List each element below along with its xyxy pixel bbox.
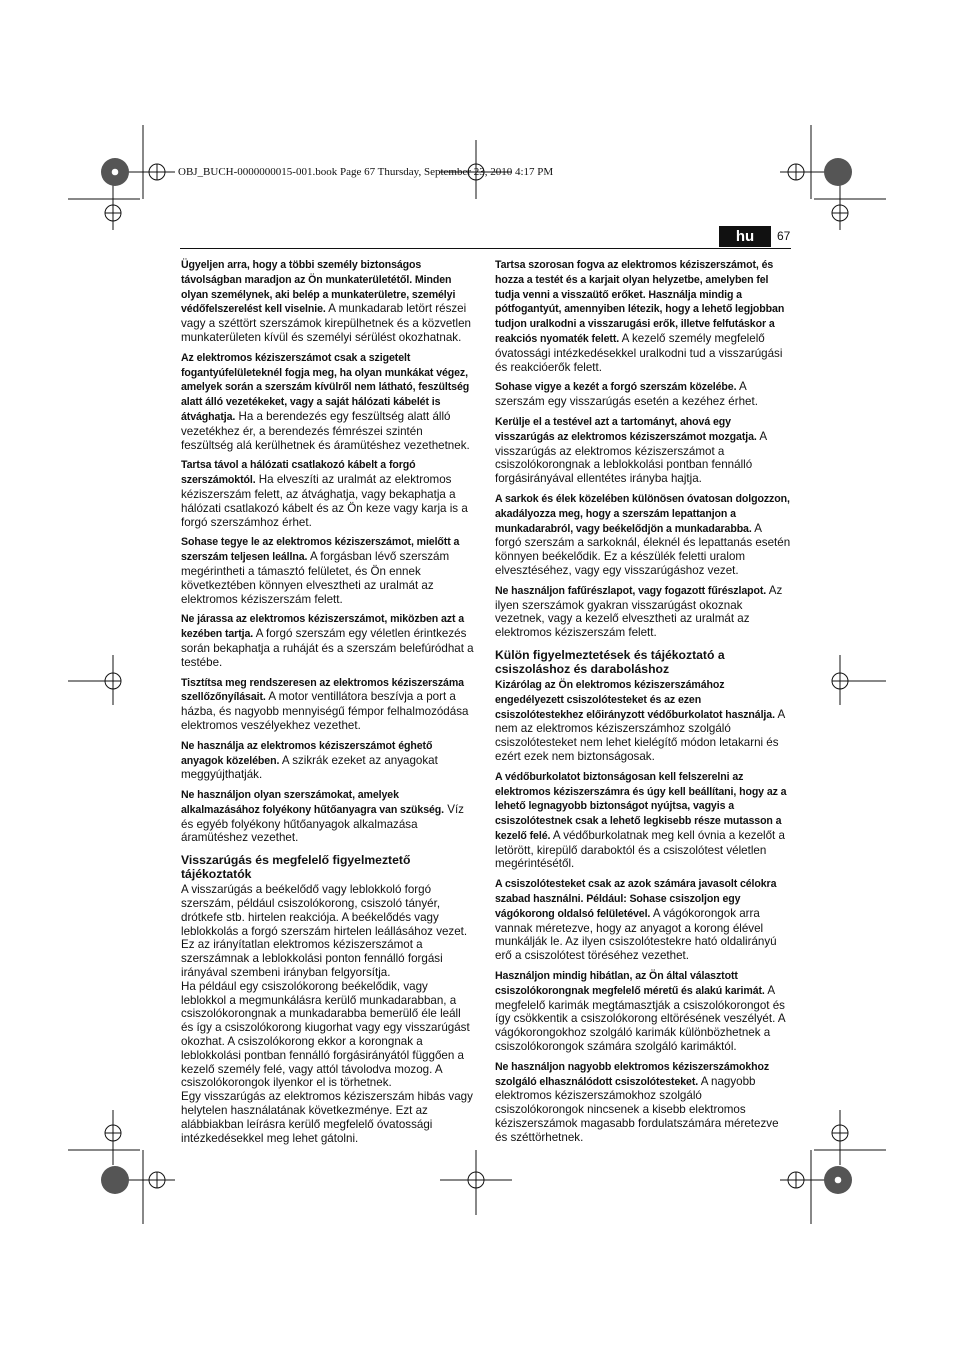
paragraph: Ne járassa az elektromos kéziszerszámot, miközben azt a kezében tartja. A forgó szerszám egy véletlen érintkezés során bekaphatja a ruháját és a szerszám belefúródhat a testébe.: [181, 613, 474, 669]
paragraph: Tartsa szorosan fogva az elektromos kéziszerszámot, és hozza a testét és a karjait olyan helyzetbe, amelyben fel tudja venni a visszaütő erőket. Használja mindig a pótfogantyút, amennyiben létezik, hogy a lehető legjobban tudjon uralkodni a visszarugási erők, illetve felfutáskor a reakciós nyomaték felett. A kezelő személy megfelelő óvatossági intézkedésekkel uralkodni tud a visszarúgási és reakcióerők felett.: [495, 259, 785, 374]
section-heading: Külön figyelmeztetések és tájékoztató a csiszoláshoz és daraboláshoz: [495, 647, 725, 676]
paragraph: Sohase vigye a kezét a forgó szerszám közelébe. A szerszám egy visszarúgás esetén a kezéhez érhet.: [495, 380, 758, 409]
page-number: 67: [777, 229, 791, 243]
paragraph: Ha például egy csiszolókorong beékelődik, vagy leblokkol a megmunkálásra kerülő munkadarabban, a csiszolókorongnak a munkadarabba bemerülő éle leáll és így a csiszolókorong kiugorhat vagy egy visszarúgást okozhat. A csiszolókorong ekkor a korongnak a leblokkolási pontban fennálló forgásirányától függően a kezelő személy felé, vagy attól távolodva mozog. A csiszolókorongok ilyenkor el is törhetnek.: [181, 979, 470, 1090]
print-slug: OBJ_BUCH-0000000015-001.book Page 67 Thursday, September 23, 2010 4:17 PM: [178, 166, 554, 178]
paragraph: Tartsa távol a hálózati csatlakozó kábelt a forgó szerszámoktól. Ha elveszíti az uralmát az elektromos kéziszerszám felett, az átvághatja, vagy bekaphatja a hálózati csatlakozó kábelt és az Ön keze vagy karja is a forgó szerszámhoz érhet.: [181, 459, 468, 529]
paragraph: Ne használjon nagyobb elektromos kéziszerszámokhoz szolgáló elhasználódott csiszolótesteket. A nagyobb elektromos kéziszerszámokhoz szolgáló csiszolókorongok nincsenek a kisebb elektromos kéziszerszámok magasabb fordulatszámára méretezve és széttörhetnek.: [495, 1060, 779, 1144]
paragraph: Használjon mindig hibátlan, az Ön által választott csiszolókorongnak megfelelő méretű és alakú karimát. A megfelelő karimák megtámasztják a csiszolókorongot és így csökkentik a csiszolókorong eltörésének veszélyét. A vágókorongokhoz szolgáló karimák különbözhetnek a csiszolókorongok számára szolgáló karimáktól.: [495, 970, 785, 1054]
paragraph: Sohase tegye le az elektromos kéziszerszámot, mielőtt a szerszám teljesen leállna. A forgásban lévő szerszám megérintheti a támasztó felületet, és Ön ennek következtében könnyen elvesztheti az uralmát az elektromos kéziszerszám felett.: [181, 536, 460, 606]
language-tab: hu: [719, 226, 771, 247]
header-rule: [180, 248, 791, 249]
paragraph: Tisztítsa meg rendszeresen az elektromos kéziszerszáma szellőzőnyílásait. A motor ventillátora beszívja a port a házba, és nagyobb mennyiségű fémpor felhalmozódása elektromos veszélyekhez vezethet.: [181, 676, 469, 732]
paragraph: Kizárólag az Ön elektromos kéziszerszámához engedélyezett csiszolótesteket és az ezen csiszolótestekhez előirányzott védőburkolatot használja. A nem az elektromos kéziszerszámhoz szolgáló csiszolótesteket nem lehet kielégítő módon letakarni és ezért ezek nem biztonságosak.: [495, 678, 785, 763]
paragraph: Ne használjon fafűrészlapot, vagy fogazott fűrészlapot. Az ilyen szerszámok gyakran visszarúgást okoznak vezetnek, vagy a kezelő elvesztheti az uralmát az elektromos kéziszerszám felett.: [495, 583, 783, 640]
paragraph: A sarkok és élek közelében különösen óvatosan dolgozzon, akadályozza meg, hogy a szerszám lepattanjon a munkadarabról, vagy beékelődjön a munkadarabba. A forgó szerszám a sarkoknál, éleknél és lepattanás esetén könnyen beékelődik. Ez a készülék feletti uralom elvesztéséhez, vagy egy visszarúgáshoz vezet.: [495, 492, 791, 577]
paragraph: A visszarúgás a beékelődő vagy leblokkoló forgó szerszám, például csiszolókorong, csiszoló tányér, drótkefe stb. hirtelen reakciója. A beékelődés vagy leblokkolás a forgó szerszám hirtelen leállásához vezet. Ez az irányítatlan elektromos kéziszerszámot a szerszámnak a leblokkolási ponton fennálló forgási irányával szembeni irányban felgyorsítja.: [181, 883, 468, 980]
section-heading: Visszarúgás és megfelelő figyelmeztető tájékoztatók: [181, 853, 411, 882]
paragraph: Kerülje el a testével azt a tartományt, ahová egy visszarúgás az elektromos kéziszerszámot mozgatja. A visszarúgás az elektromos kéziszerszámot a csiszolókorongnak a leblokkolási pontban fennálló forgásirányával ellentétes irányba hajtja.: [495, 415, 767, 486]
left-column: [181, 258, 476, 1145]
paragraph: A csiszolótesteket csak az azok számára javasolt célokra szabad használni. Például: Sohase csiszoljon egy vágókorong oldalsó felületével. A vágókorongok arra vannak méretezve, hogy az anyagot a korong élével munkálják le. Az ilyen csiszolótestekre ható oldalirányú erő a csiszolótest töréséhez vezethet.: [495, 878, 777, 963]
paragraph: Egy visszarúgás az elektromos kéziszerszám hibás vagy helytelen használatának következménye. Ezt az alábbiakban leírásra kerülő megfelelő óvatossági intézkedésekkel meg lehet gátolni.: [181, 1090, 473, 1145]
right-column: [495, 258, 791, 1151]
paragraph: Az elektromos kéziszerszámot csak a szigetelt fogantyúfelületeknél fogja meg, ha olyan munkákat végez, amelyek során a szerszám kívülről nem látható, feszültség alatt álló vezetékeket, vagy a saját hálózati kábelét is átvághatja. Ha a berendezés egy feszültség alatt álló vezetékhez ér, a berendezés fémrészei szintén feszültség alá kerülhetnek és áramütéshez vezethetnek.: [181, 351, 470, 452]
paragraph: Ne használja az elektromos kéziszerszámot éghető anyagok közelében. A szikrák ezeket az anyagokat meggyújthatják.: [181, 739, 438, 782]
paragraph: A védőburkolatot biztonságosan kell felszerelni az elektromos kéziszerszámra és úgy kell beállítani, hogy az a lehető legnagyobb biztonságot nyújtsa, vagyis a csiszolótestnek csak a lehető legkisebb része mutasson a kezelő felé. A védőburkolatnak meg kell óvnia a kezelőt a letörött, kirepülő daraboktól és a csiszolótest véletlen megérintésétől.: [495, 770, 787, 871]
paragraph: Ne használjon olyan szerszámokat, amelyek alkalmazásához folyékony hűtőanyagra van szükség. Víz és egyéb folyékony hűtőanyagok alkalmazása áramütéshez vezethet.: [181, 789, 464, 845]
paragraph: Ügyeljen arra, hogy a többi személy biztonságos távolságban maradjon az Ön munkaterületétől. Minden olyan személynek, aki belép a munkaterületre, személyi védőfelszerelést kell viselnie. A munkadarab letört részei vagy a széttört szerszámok kirepülhetnek és a közvetlen munkaterületen kívül és személyi sérülést okozhatnak.: [181, 259, 471, 344]
